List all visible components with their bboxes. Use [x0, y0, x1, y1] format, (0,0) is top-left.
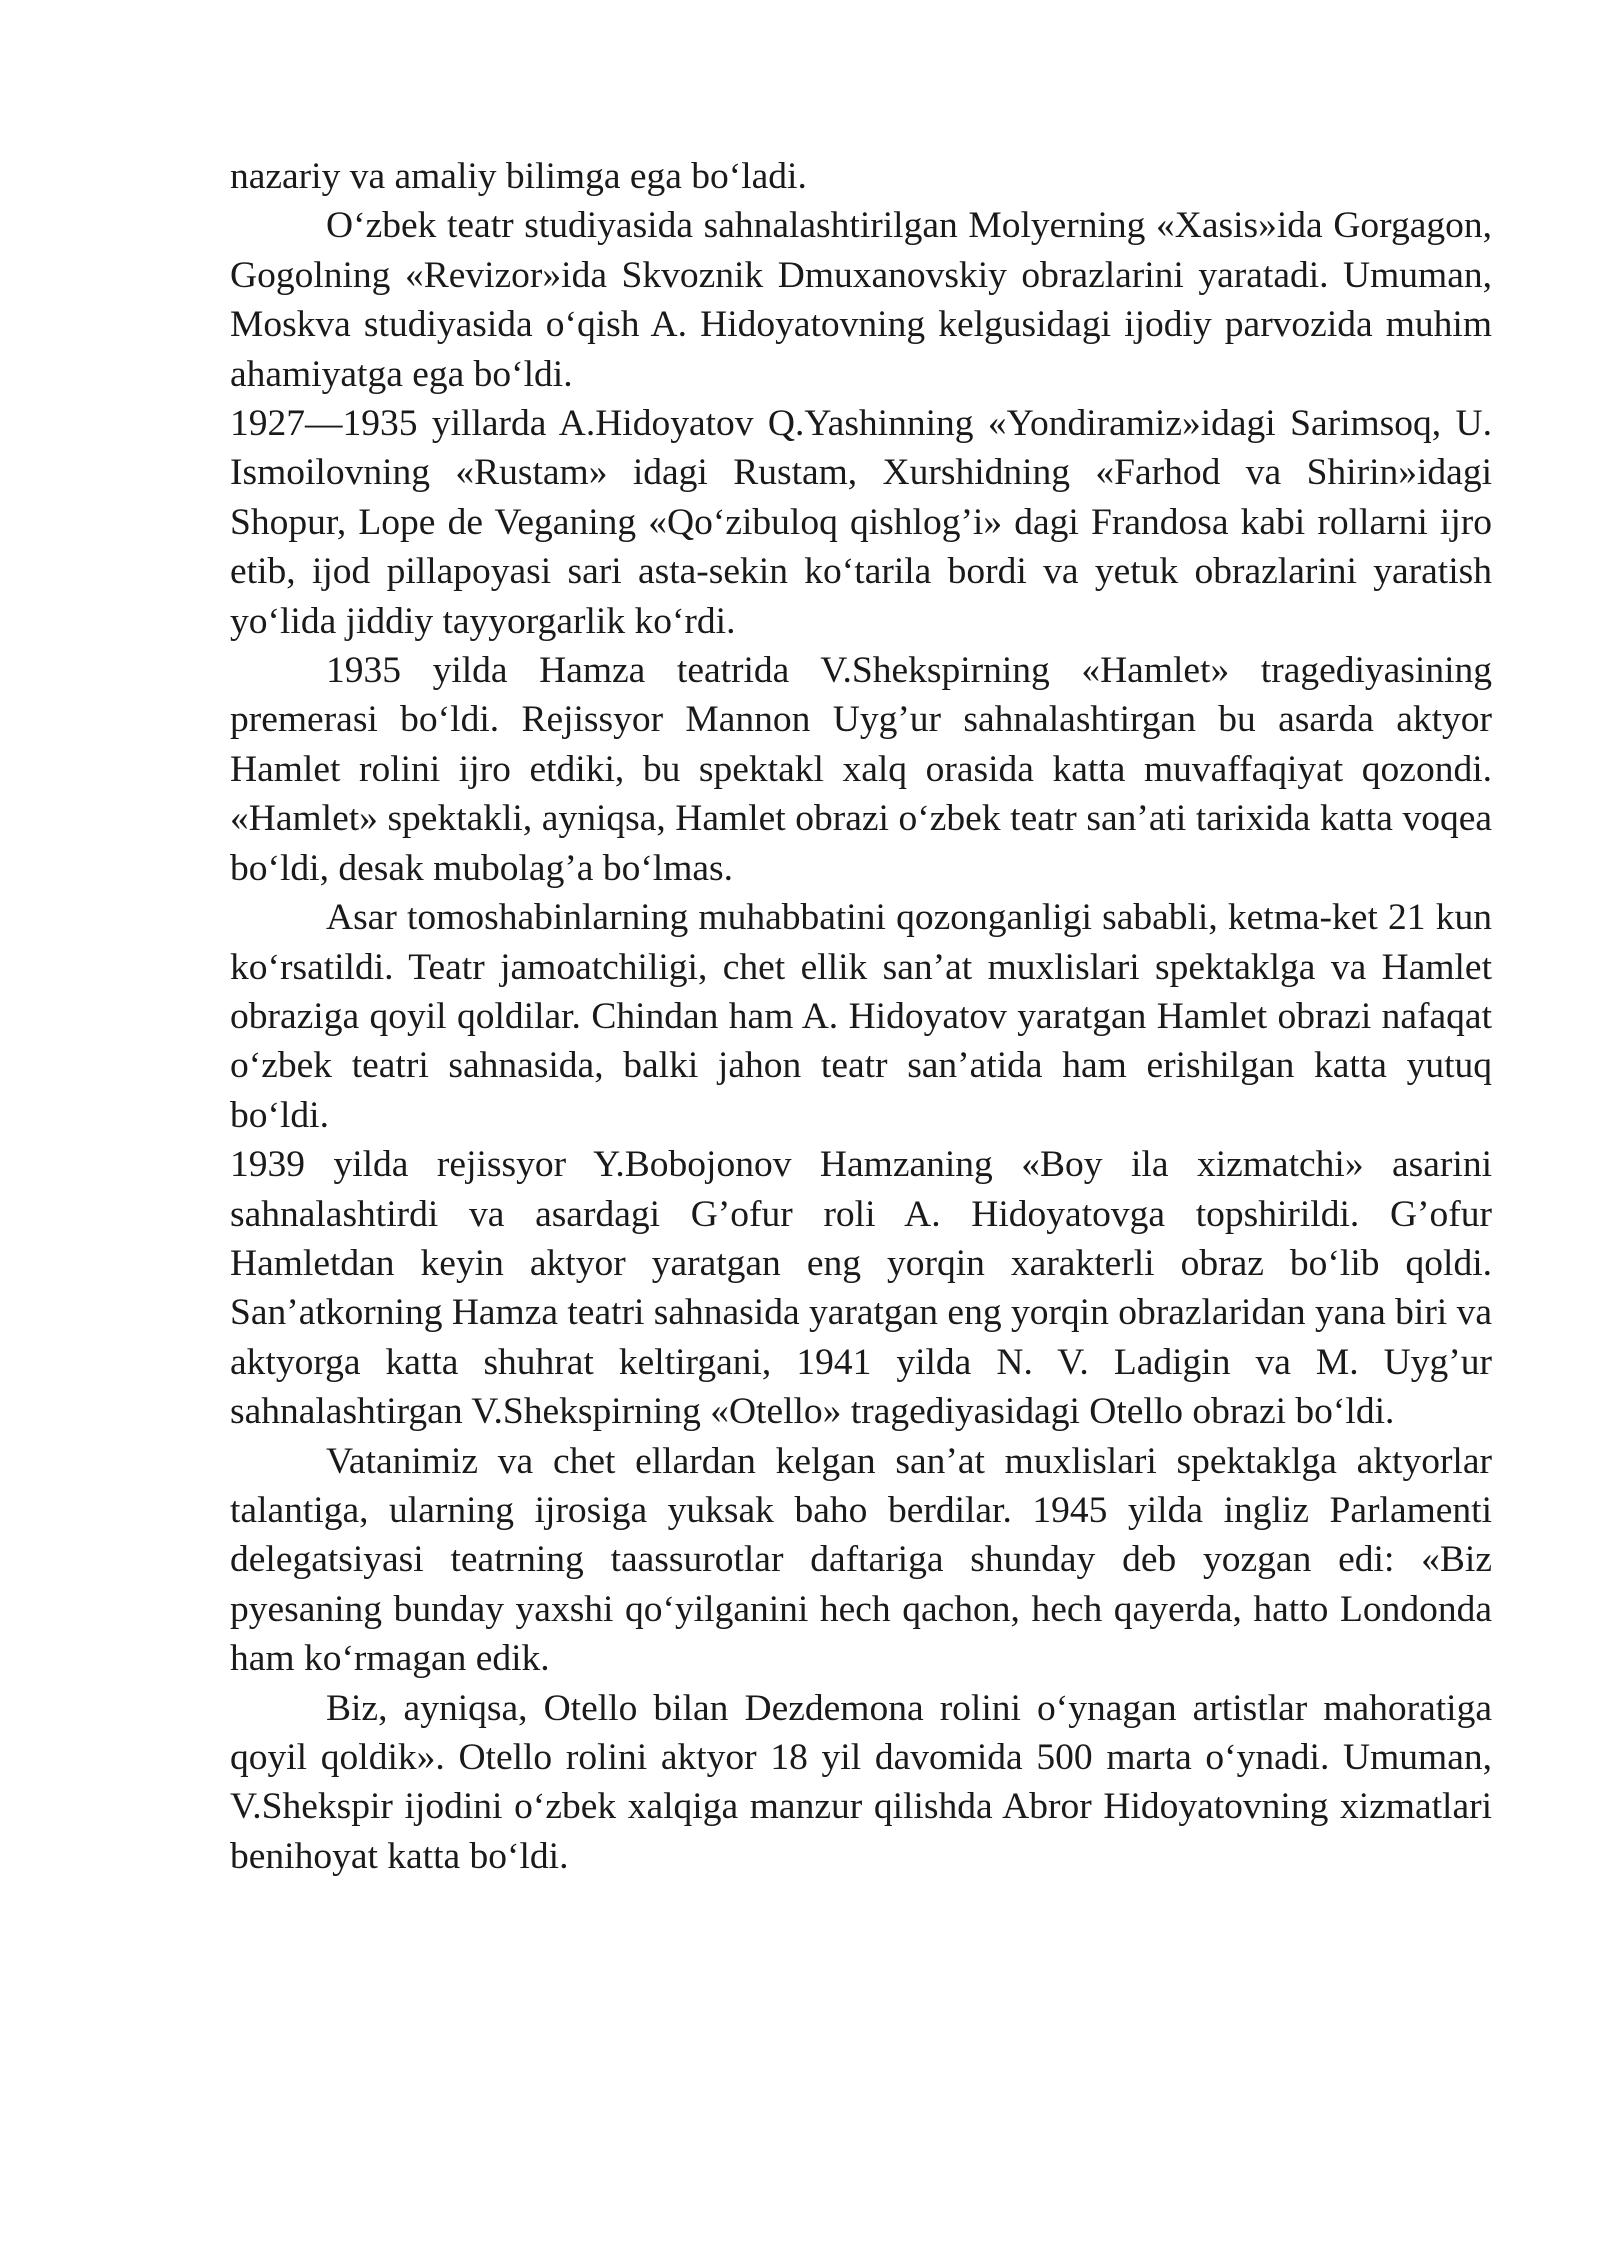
- paragraph-7: Vatanimiz va chet ellardan kelgan san’at muxlislari spektaklga aktyorlar talantiga, ularning ijrosiga yuksak baho berdilar. 1945 yilda ingliz Parlamenti delegatsiyasi teatrning taassurotlar daftariga shunday deb yozgan edi: «Biz pyesaning bunday yaxshi qo‘yilganini hech qachon, hech qayerda, hatto Londonda ham ko‘rmagan edik.: [230, 1440, 1492, 1680]
- document-page: [230, 152, 1492, 1881]
- paragraph-4: 1935 yilda Hamza teatrida V.Shekspirning «Hamlet» tragediyasining premerasi bo‘ldi. Rejissyor Mannon Uyg’ur sahnalashtirgan bu asarda aktyor Hamlet rolini ijro etdiki, bu spektakl xalq orasida katta muvaffaqiyat qozondi. «Hamlet» spektakli, ayniqsa, Hamlet obrazi o‘zbek teatr san’ati tarixida katta voqea bo‘ldi, desak mubolag’a bo‘lmas.: [230, 650, 1492, 889]
- paragraph-8: Biz, ayniqsa, Otello bilan Dezdemona rolini o‘ynagan artistlar mahoratiga qoyil qoldik». Otello rolini aktyor 18 yil davomida 500 marta o‘ynadi. Umuman, V.Shekspir ijodini o‘zbek xalqiga manzur qilishda Abror Hidoyatovning xizmatlari benihoyat katta bo‘ldi.: [230, 1687, 1492, 1877]
- paragraph-3: 1927—1935 yillarda A.Hidoyatov Q.Yashinning «Yondiramiz»idagi Sarimsoq, U. Ismoilovning «Rustam» idagi Rustam, Xurshidning «Farhod va Shirin»idagi Shopur, Lope de Veganing «Qo‘zibuloq qishlog’i» dagi Frandosa kabi rollarni ijro etib, ijod pillapoyasi sari asta-sekin ko‘tarila bordi va yetuk obrazlarini yaratish yo‘lida jiddiy tayyorgarlik ko‘rdi.: [230, 403, 1492, 642]
- paragraph-5: Asar tomoshabinlarning muhabbatini qozonganligi sababli, ketma-ket 21 kun ko‘rsatildi. Teatr jamoatchiligi, chet ellik san’at muxlislari spektaklga va Hamlet obraziga qoyil qoldilar. Chindan ham A. Hidoyatov yaratgan Hamlet obrazi nafaqat o‘zbek teatri sahnasida, balki jahon teatr san’atida ham erishilgan katta yutuq bo‘ldi.: [230, 897, 1492, 1136]
- paragraph-2: O‘zbek teatr studiyasida sahnalashtirilgan Molyerning «Xasis»ida Gorgagon, Gogolning «Revizor»ida Skvoznik Dmuxanovskiy obrazlarini yaratadi. Umuman, Moskva studiyasida o‘qish A. Hidoyatovning kelgusidagi ijodiy parvozida muhim ahamiyatga ega bo‘ldi.: [230, 205, 1492, 395]
- paragraph-1: nazariy va amaliy bilimga ega bo‘ladi.: [230, 156, 807, 197]
- paragraph-6: 1939 yilda rejissyor Y.Bobojonov Hamzaning «Boy ila xizmatchi» asarini sahnalashtirdi va asardagi G’ofur roli A. Hidoyatovga topshirildi. G’ofur Hamletdan keyin aktyor yaratgan eng yorqin xarakterli obraz bo‘lib qoldi. San’atkorning Hamza teatri sahnasida yaratgan eng yorqin obrazlaridan yana biri va aktyorga katta shuhrat keltirgani, 1941 yilda N. V. Ladigin va M. Uyg’ur sahnalashtirgan V.Shekspirning «Otello» tragediyasidagi Otello obrazi bo‘ldi.: [230, 1144, 1492, 1433]
